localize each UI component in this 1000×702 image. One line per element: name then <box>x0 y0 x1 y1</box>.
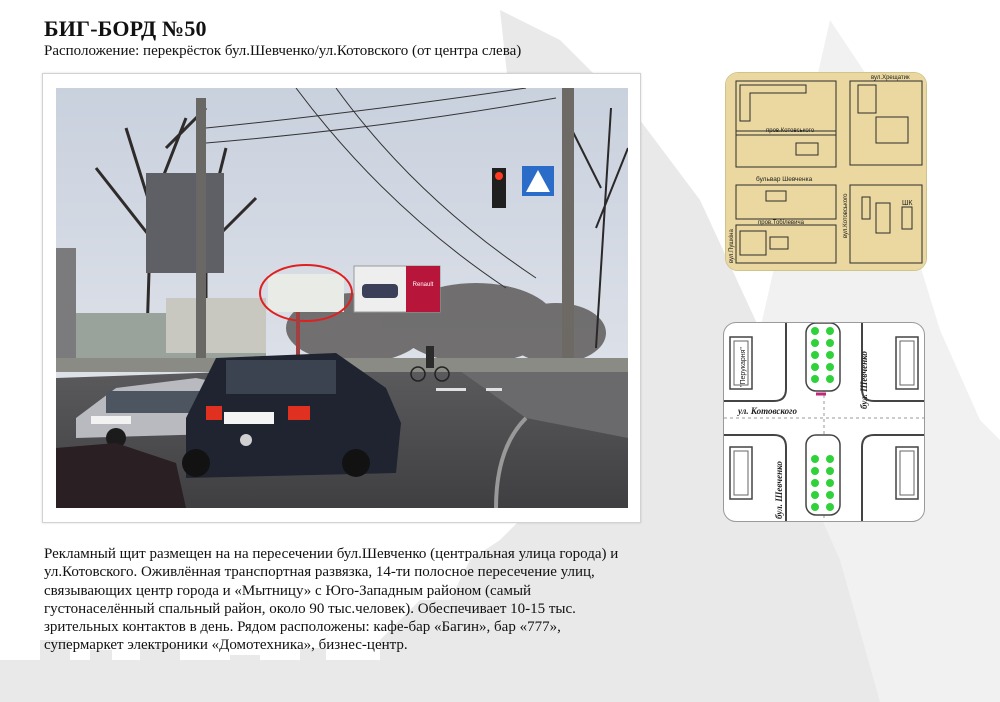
map-label-shk: ШК <box>902 200 913 207</box>
billboard-description: Рекламный щит размещен на на пересечении бул.Шевченко (центральная улица города) и ул.Котовского. Оживлённая транспортная развязка, 14-ти полосное пересечение улиц, связывающих центр города и «Мытницу» с Юго-Западным районом (самый густонаселённый спальный район, около 90 тыс.человек). Обеспечивает 10-15 тыс. зрительных контактов в день. Рядом расположены: кафе-бар «Багин», бар «777», супермаркет электроники «Домотехника», бизнес-центр. <box>44 546 619 654</box>
page-title: БИГ-БОРД №50 <box>44 16 207 41</box>
billboard-street-photo <box>56 88 628 508</box>
scheme-street-shevchenko-top: бул. Шевченко <box>859 351 869 409</box>
map-label-kotovskogo: вул.Котовського <box>843 193 849 238</box>
photo-frame <box>42 73 641 523</box>
city-location-map <box>725 72 927 271</box>
map-label-pushkina: вул.Пушкіна <box>729 229 735 263</box>
city-map-background <box>726 73 926 270</box>
scheme-shop-label: "Перукарня" <box>740 347 747 387</box>
map-label-tobileva: пров.Тобілевича <box>758 220 804 226</box>
map-label-khreshchatyk: вул.Хрещатик <box>871 75 910 81</box>
location-subtitle: Расположение: перекрёсток бул.Шевченко/ул.Котовского (от центра слева) <box>44 43 522 59</box>
scheme-street-shevchenko-bottom: бул. Шевченко <box>774 461 784 519</box>
map-label-kotovskogo-lane: пров.Котовського <box>766 128 815 134</box>
scheme-street-kotovskogo: ул. Котовского <box>738 406 797 416</box>
billboard-placement-scheme <box>723 322 925 522</box>
ad-banner-brand: Renault <box>412 282 434 288</box>
map-label-shevchenka-blvd: бульвар Шевченка <box>756 176 813 183</box>
